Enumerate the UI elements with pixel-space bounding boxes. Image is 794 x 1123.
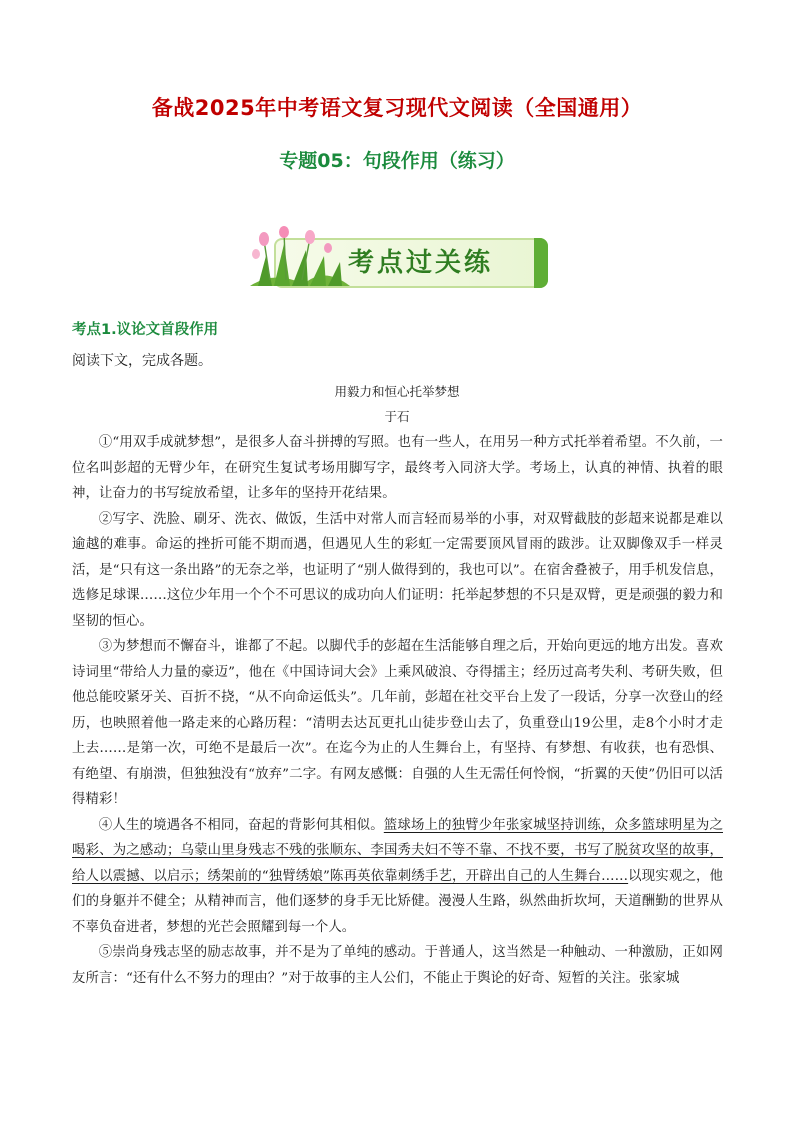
paragraph-4-tail: 以现实观之，他们的身躯并不健全；从精神而言，他们逐梦的身手无比矫健。漫漫人生路，纵然曲折坎坷，天道酬勤的世界从不辜负奋进者，梦想的光芒会照耀到每一个人。 xyxy=(72,868,723,935)
section-banner xyxy=(244,226,550,292)
instruction-text: 阅读下文，完成各题。 xyxy=(72,353,212,369)
paragraph-2: ②写字、洗脸、刷牙、洗衣、做饭，生活中对常人而言轻而易举的小事，对双臂截肢的彭超来说都是难以逾越的难事。命运的挫折可能不期而遇，但遇见人生的彩虹一定需要顶风冒雨的跋涉。让双脚像双手一样灵活，是“只有这一条出路”的无奈之举，也证明了“别人做得到的，我也可以”。在宿舍叠被子，用手机发信息，选修足球课……这位少年用一个个不可思议的成功向人们证明：托举起梦想的不只是双臂，更是顽强的毅力和坚韧的恒心。 xyxy=(72,511,723,629)
paragraph-1: ①“用双手成就梦想”，是很多人奋斗拼搏的写照。也有一些人，在用另一种方式托举着希望。不久前，一位名叫彭超的无臂少年，在研究生复试考场用脚写字，最终考入同济大学。考场上，认真的神情、执着的眼神，让奋力的书写绽放希望，让多年的坚持开花结果。 xyxy=(72,435,723,501)
flower-grass-icon xyxy=(244,226,354,292)
paragraph-5: ⑤崇尚身残志坚的励志故事，并不是为了单纯的感动。于普通人，这当然是一种触动、一种激励，正如网友所言：“还有什么不努力的理由？”对于故事的主人公们，不能止于舆论的好奇、短暂的关注。张家城 xyxy=(72,945,723,986)
document-subtitle: 专题05：句段作用（练习） xyxy=(279,150,515,172)
article-title: 用毅力和恒心托举梦想 xyxy=(334,384,460,399)
article-author: 于石 xyxy=(384,409,410,424)
document-title: 备战2025年中考语文复习现代文阅读（全国通用） xyxy=(151,96,643,120)
article-body xyxy=(72,430,723,991)
paragraph-4-underlined: 篮球场上的独臂少年张家城坚持训练，众多篮球明星为之喝彩、为之感动；乌蒙山里身残志不残的张顺东、李国秀夫妇不等不靠、不找不要，书写了脱贫攻坚的故事，给人以震撼、以启示；绣架前的“独臂绣娘”陈再英依靠刺绣手艺，开辟出自己的人生舞台…… xyxy=(72,817,723,884)
section-heading: 考点1.议论文首段作用 xyxy=(72,322,219,338)
banner-label: 考点过关练 xyxy=(348,248,494,278)
paragraph-4-lead: ④人生的境遇各不相同，奋起的背影何其相似。 xyxy=(98,817,384,833)
paragraph-4 xyxy=(72,813,723,941)
paragraph-3: ③为梦想而不懈奋斗，谁都了不起。以脚代手的彭超在生活能够自理之后，开始向更远的地方出发。喜欢诗词里“带给人力量的豪迈”，他在《中国诗词大会》上乘风破浪、夺得擂主；经历过高考失利、考研失败，但他总能咬紧牙关、百折不挠，“从不向命运低头”。几年前，彭超在社交平台上发了一段话，分享一次登山的经历，也映照着他一路走来的心路历程：“清明去达瓦更扎山徒步登山去了，负重登山19公里，走8个小时才走上去……是第一次，可绝不是最后一次”。在迄今为止的人生舞台上，有坚持、有梦想、有收获，也有恐惧、有绝望、有崩溃，但独独没有“放弃”二字。有网友感慨：自强的人生无需任何怜悯，“折翼的天使”仍旧可以活得精彩！ xyxy=(72,639,723,807)
